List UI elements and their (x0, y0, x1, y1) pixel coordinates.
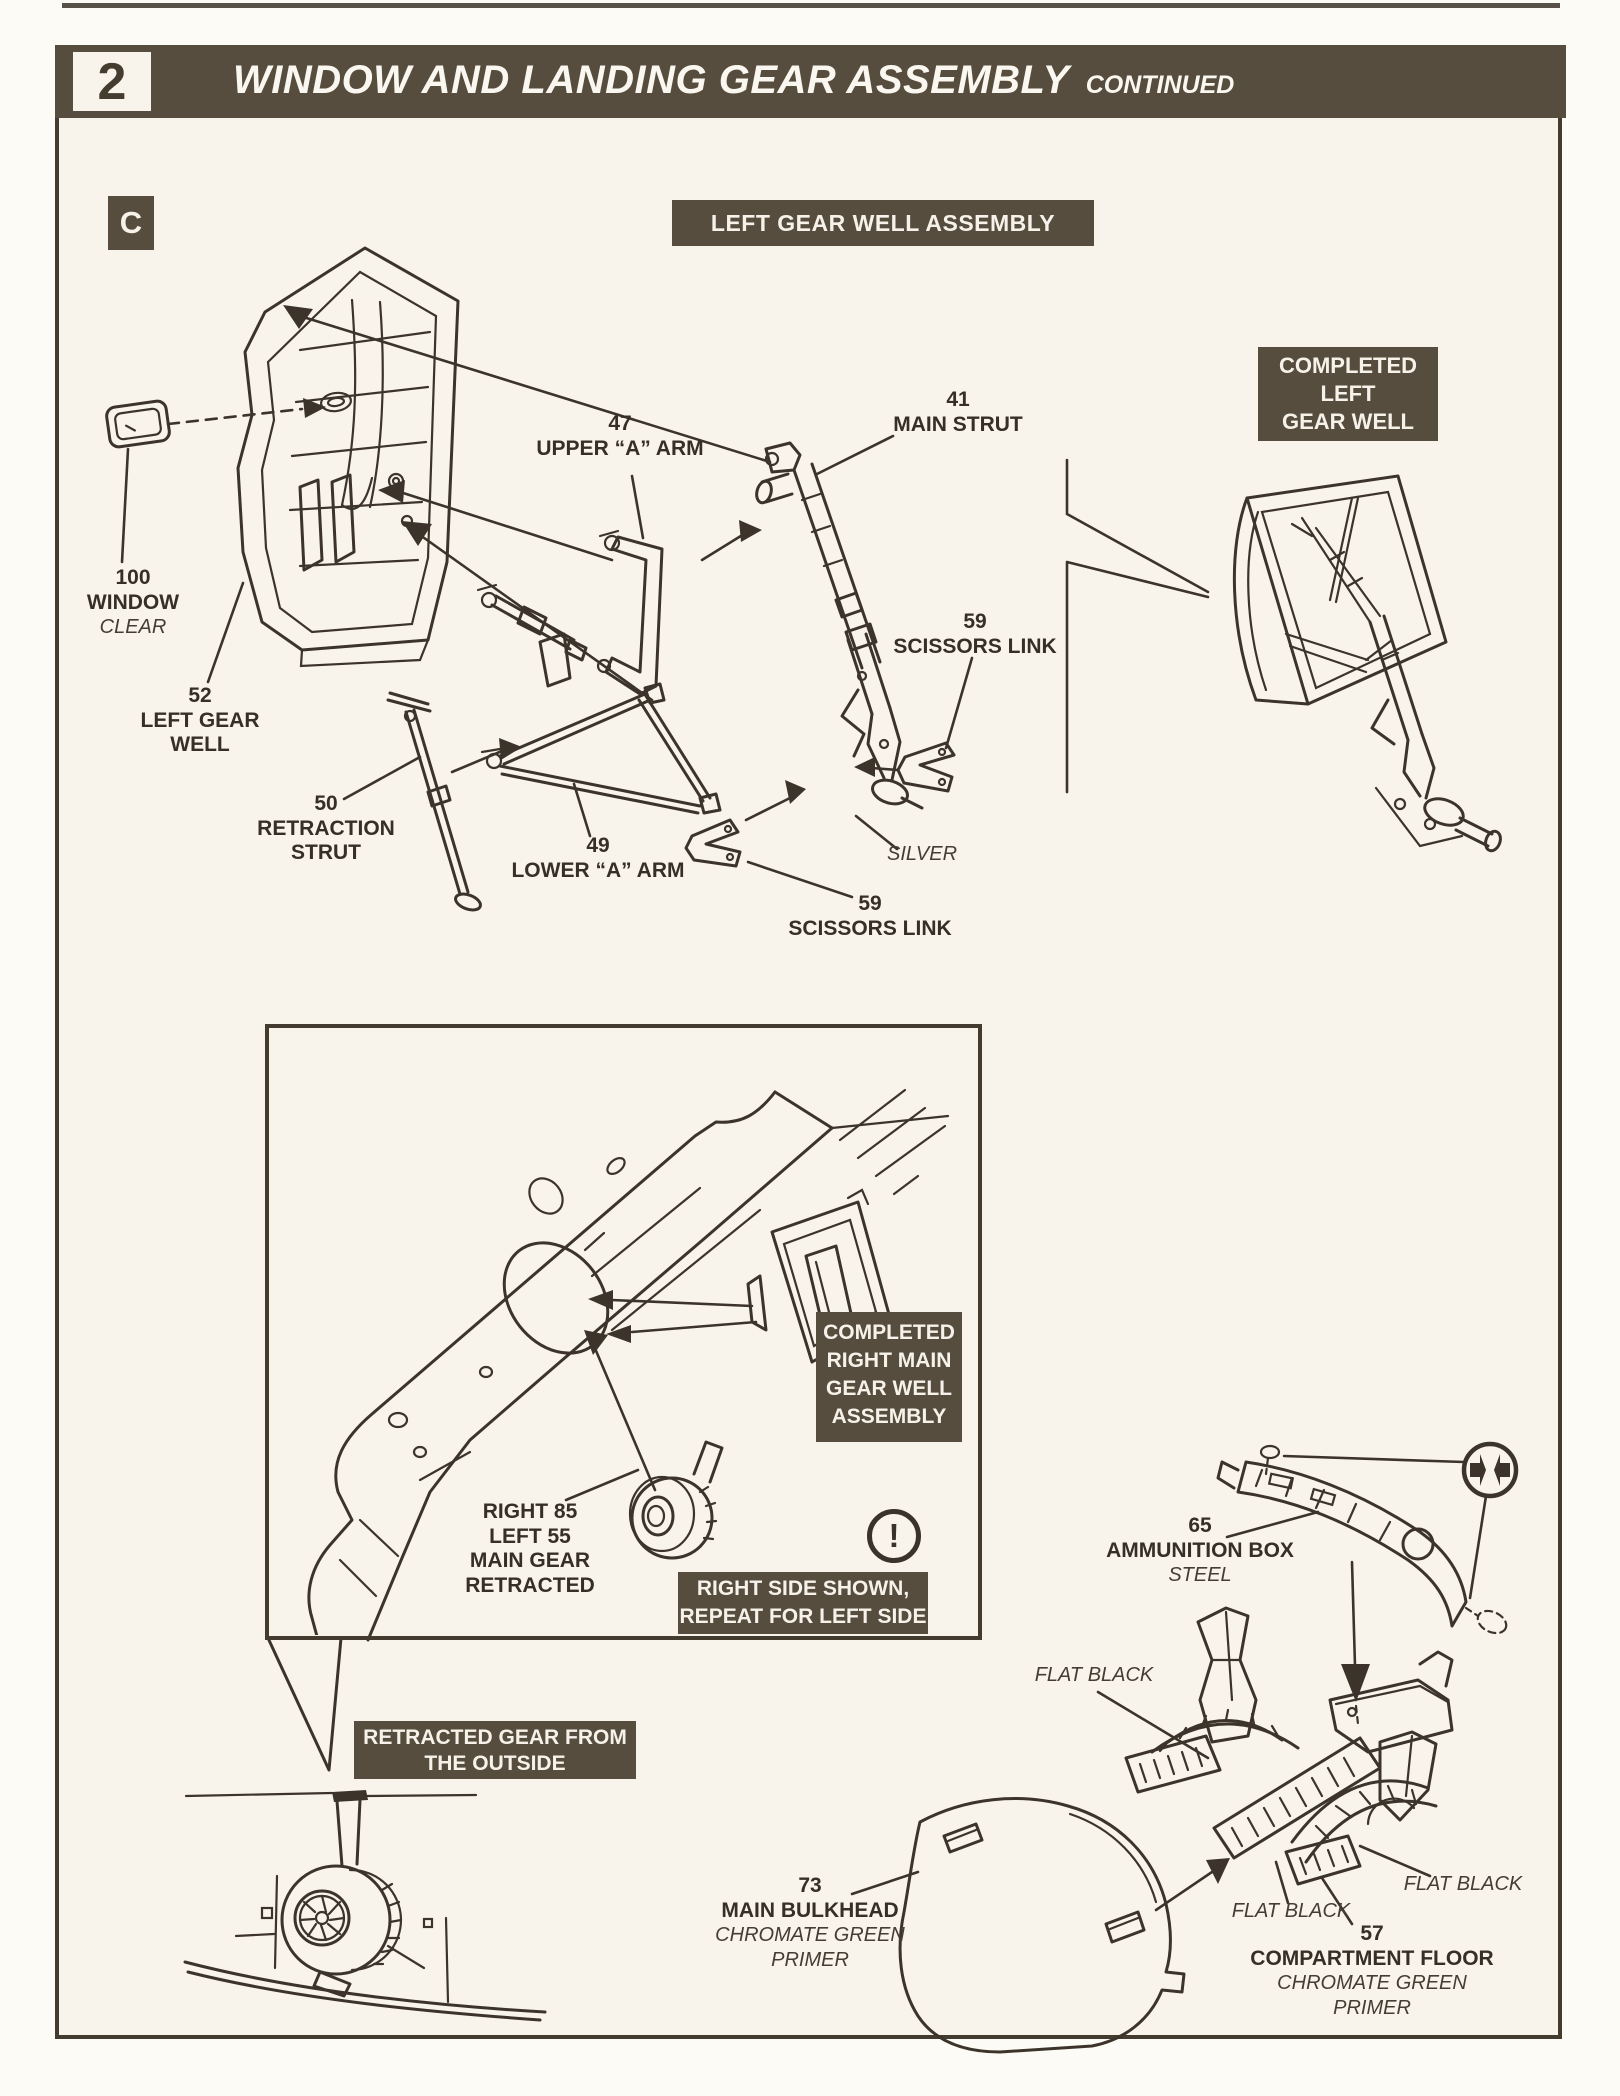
main-strut-drawing (702, 443, 922, 808)
label-flat-black-right: FLAT BLACK (1403, 1873, 1523, 1895)
scissors-link-bottom-drawing (686, 780, 806, 866)
page-title (233, 58, 1234, 103)
banner-left-gear-well-assembly: LEFT GEAR WELL ASSEMBLY (672, 200, 1094, 246)
label-scissors-link-bottom-59: 59 SCISSORS LINK (788, 892, 952, 940)
retraction-strut-drawing (388, 693, 522, 913)
outside-wheel-drawing (185, 1790, 545, 2020)
label-scissors-link-top-59: 59 SCISSORS LINK (893, 610, 1057, 658)
scissors-link-top-drawing (854, 743, 954, 791)
banner-retracted-gear-outside: RETRACTED GEAR FROM THE OUTSIDE (354, 1721, 636, 1779)
section-badge (108, 196, 154, 250)
section-letter: C (119, 205, 143, 240)
label-flat-black-top: FLAT BLACK (1034, 1664, 1154, 1686)
window-part-drawing (106, 400, 171, 448)
label-compartment-floor-57: 57 COMPARTMENT FLOOR CHROMATE GREEN PRIMER (1250, 1922, 1494, 2019)
inset-callout-pointer (268, 1635, 341, 1770)
page-title-text: WINDOW AND LANDING GEAR ASSEMBLY (233, 58, 1070, 102)
label-silver-note: SILVER (886, 843, 958, 865)
compartment-floor-drawing (1126, 1608, 1452, 1884)
step-number: 2 (97, 52, 127, 111)
left-gear-well-drawing (238, 248, 458, 666)
lower-a-arm-drawing (482, 684, 720, 813)
main-bulkhead-drawing (900, 1799, 1230, 2052)
label-main-strut-41: 41 MAIN STRUT (893, 388, 1023, 436)
label-main-gear-retracted: RIGHT 85 LEFT 55 MAIN GEAR RETRACTED (465, 1500, 595, 1597)
label-left-gear-well-52: 52 LEFT GEAR WELL (140, 684, 260, 756)
label-main-bulkhead-73: 73 MAIN BULKHEAD CHROMATE GREEN PRIMER (715, 1874, 905, 1971)
banner-right-side-shown: RIGHT SIDE SHOWN, REPEAT FOR LEFT SIDE (678, 1572, 928, 1634)
completed-group-bracket (1067, 460, 1208, 792)
label-retraction-strut-50: 50 RETRACTION STRUT (257, 792, 395, 864)
exclamation-attention-icon: ! (867, 1509, 921, 1563)
page-title-continued: CONTINUED (1085, 71, 1235, 99)
label-lower-a-arm-49: 49 LOWER “A” ARM (511, 834, 685, 882)
banner-completed-left-gear-well: COMPLETED LEFT GEAR WELL (1258, 347, 1438, 441)
step-number-box (73, 52, 151, 111)
control-rod-drawing (478, 585, 586, 686)
label-ammunition-box-65: 65 AMMUNITION BOX STEEL (1106, 1514, 1294, 1586)
label-window-100: 100 WINDOW CLEAR (86, 566, 180, 638)
completed-left-gear-well-drawing (1234, 476, 1503, 853)
label-upper-a-arm-47: 47 UPPER “A” ARM (536, 412, 704, 460)
label-flat-black-left: FLAT BLACK (1231, 1900, 1351, 1922)
banner-completed-right-main-gear-well: COMPLETED RIGHT MAIN GEAR WELL ASSEMBLY (816, 1312, 962, 1442)
upper-a-arm-drawing (598, 531, 662, 694)
